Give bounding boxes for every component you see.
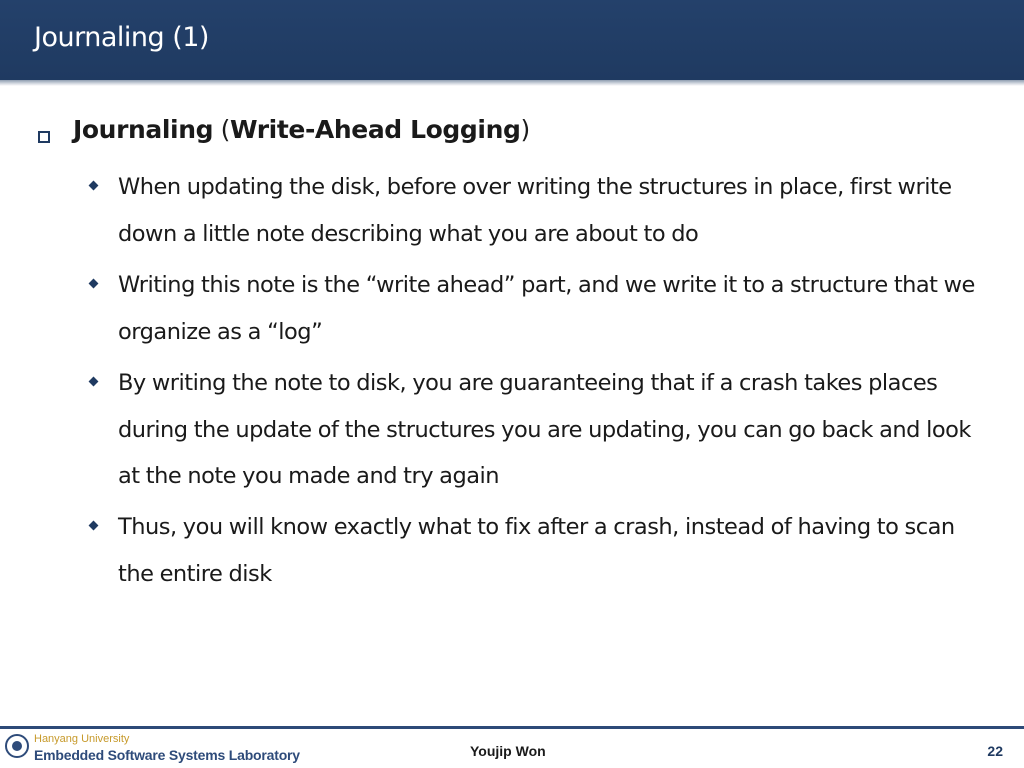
heading-alias: Write-Ahead Logging [230,115,521,144]
diamond-bullet-icon [89,279,99,289]
page-number: 22 [987,743,1003,759]
footer-author: Youjip Won [470,743,546,759]
slide-title: Journaling (1) [34,22,209,53]
square-bullet-icon [38,131,50,143]
footer-divider [0,726,1024,729]
sub-bullet-4: Thus, you will know exactly what to fix after a crash, instead of having to scan the entire disk [118,514,955,587]
heading-paren-close: ) [520,115,530,144]
sub-bullet-2: Writing this note is the “write ahead” part, and we write it to a structure that we organize as a “log” [118,272,975,345]
sub-bullet-1: When updating the disk, before over writing the structures in place, first write down a little note describing what you are about to do [118,174,952,247]
title-bar [0,0,1024,80]
diamond-bullet-icon [89,377,99,387]
university-emblem-icon [5,734,29,758]
sub-bullet-3: By writing the note to disk, you are guaranteeing that if a crash takes places during the update of the structures you are updating, you can go back and look at the note you made and try again [118,370,971,489]
diamond-bullet-icon [89,521,99,531]
diamond-bullet-icon [89,181,99,191]
heading-term: Journaling [73,115,214,144]
title-bar-shadow [0,80,1024,86]
main-bullet-heading [73,115,530,144]
footer-university: Hanyang University [34,733,130,745]
heading-paren-open: ( [213,115,231,144]
footer-lab-name: Embedded Software Systems Laboratory [34,747,300,763]
